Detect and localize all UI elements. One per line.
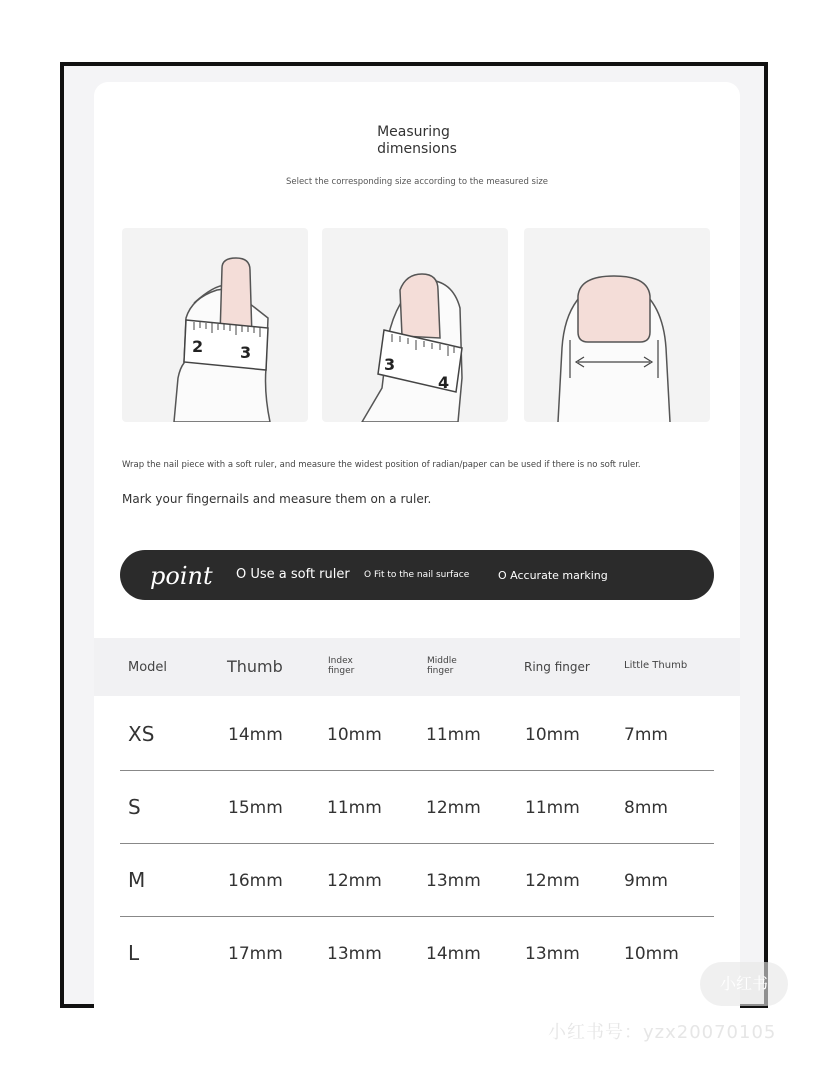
cell-thumb: 16mm bbox=[228, 871, 283, 891]
cell-middle: 13mm bbox=[426, 871, 481, 891]
nail-width-illustration bbox=[524, 228, 710, 422]
table-row bbox=[120, 843, 714, 917]
size-guide-card bbox=[94, 82, 740, 1012]
header-index-finger: Index finger bbox=[328, 656, 355, 676]
ruler-tick-4: 4 bbox=[438, 373, 450, 392]
cell-ring: 10mm bbox=[525, 725, 580, 745]
point-word: point bbox=[150, 562, 213, 590]
tip-fit-surface: O Fit to the nail surface bbox=[364, 570, 470, 580]
cell-thumb: 15mm bbox=[228, 798, 283, 818]
cell-ring: 12mm bbox=[525, 871, 580, 891]
watermark-text: 小红书号：yzx20070105 bbox=[548, 1022, 777, 1043]
ruler-tick-3: 3 bbox=[384, 355, 396, 374]
header-thumb: Thumb bbox=[227, 657, 283, 676]
cell-index: 12mm bbox=[327, 871, 382, 891]
table-row bbox=[120, 916, 714, 989]
title-line-1: Measuring bbox=[377, 124, 450, 140]
page-title bbox=[94, 124, 740, 158]
cell-index: 13mm bbox=[327, 944, 382, 964]
ruler-tick-3: 3 bbox=[240, 343, 252, 362]
cell-thumb: 14mm bbox=[228, 725, 283, 745]
cell-model: S bbox=[128, 795, 141, 819]
cell-little: 9mm bbox=[624, 871, 668, 891]
cell-model: XS bbox=[128, 722, 155, 746]
header-ring-finger: Ring finger bbox=[524, 660, 590, 674]
poster-frame bbox=[60, 62, 768, 1008]
cell-model: L bbox=[128, 941, 140, 965]
title-line-2: dimensions bbox=[377, 141, 457, 157]
nail-width-icon bbox=[524, 228, 710, 422]
tip-accurate-marking: O Accurate marking bbox=[498, 569, 608, 582]
cell-index: 11mm bbox=[327, 798, 382, 818]
header-middle-finger: Middle finger bbox=[427, 656, 457, 676]
cell-middle: 11mm bbox=[426, 725, 481, 745]
cell-model: M bbox=[128, 868, 146, 892]
thumb-ruler-illustration bbox=[122, 228, 308, 422]
cell-thumb: 17mm bbox=[228, 944, 283, 964]
table-row bbox=[120, 770, 714, 844]
thumb-ruler-icon bbox=[122, 228, 308, 422]
watermark-logo: 小红书 bbox=[700, 962, 788, 1006]
cell-little: 10mm bbox=[624, 944, 679, 964]
header-model: Model bbox=[128, 660, 168, 675]
size-table-header bbox=[94, 638, 740, 696]
wrap-caption: Wrap the nail piece with a soft ruler, and measure the widest position of radian/paper can be used if there is no soft ruler. bbox=[122, 460, 641, 470]
page-subtitle: Select the corresponding size according to the measured size bbox=[285, 177, 549, 187]
ruler-tick-2: 2 bbox=[192, 337, 204, 356]
cell-index: 10mm bbox=[327, 725, 382, 745]
cell-middle: 14mm bbox=[426, 944, 481, 964]
mark-caption: Mark your fingernails and measure them on a ruler. bbox=[122, 492, 432, 506]
table-row bbox=[120, 697, 714, 771]
cell-little: 7mm bbox=[624, 725, 668, 745]
cell-little: 8mm bbox=[624, 798, 668, 818]
cell-middle: 12mm bbox=[426, 798, 481, 818]
finger-ruler-illustration bbox=[322, 228, 508, 422]
cell-ring: 11mm bbox=[525, 798, 580, 818]
finger-ruler-icon bbox=[322, 228, 508, 422]
point-tips-bar bbox=[120, 550, 714, 600]
tip-soft-ruler: O Use a soft ruler bbox=[236, 567, 350, 582]
header-little-thumb: Little Thumb bbox=[624, 660, 688, 671]
cell-ring: 13mm bbox=[525, 944, 580, 964]
